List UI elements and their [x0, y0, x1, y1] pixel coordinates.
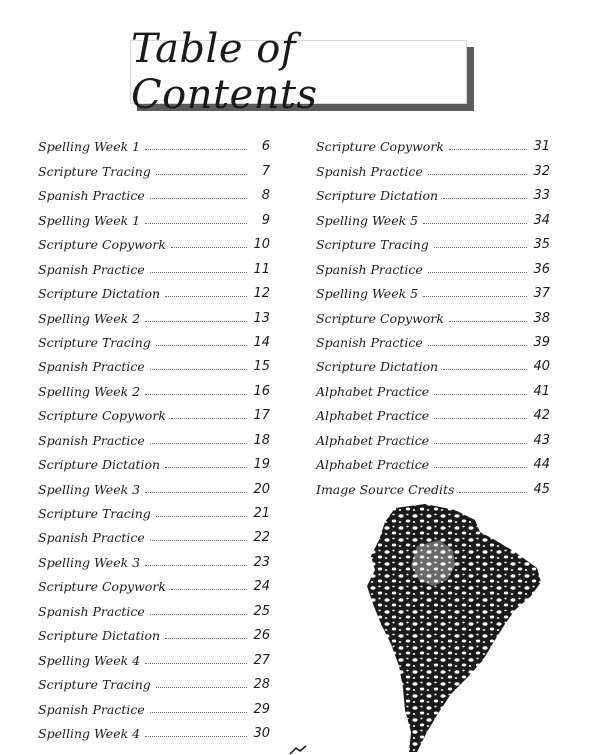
dot-leader: [150, 442, 247, 444]
toc-entry-label: Scripture Tracing: [316, 237, 429, 253]
toc-entry[interactable]: [316, 252, 550, 276]
toc-entry-page: 45: [533, 481, 550, 497]
toc-entry-page: 11: [253, 261, 270, 277]
toc-entry-page: 24: [253, 579, 270, 595]
toc-entry[interactable]: [38, 497, 270, 521]
dot-leader: [434, 393, 527, 395]
decorative-mark-icon: [288, 745, 308, 755]
toc-entry-label: Scripture Dictation: [316, 188, 439, 204]
toc-entry-page: 10: [253, 237, 270, 253]
toc-entry-label: Spelling Week 4: [38, 725, 141, 741]
toc-entry[interactable]: [38, 619, 270, 643]
dot-leader: [145, 735, 247, 737]
toc-entry[interactable]: [38, 277, 270, 301]
toc-entry-page: 23: [253, 554, 270, 570]
toc-entry-label: Scripture Copywork: [38, 237, 166, 253]
toc-entry-label: Scripture Copywork: [316, 139, 444, 155]
page-title: Table of Contents: [131, 26, 318, 118]
south-america-leopard-map-icon: [355, 500, 545, 755]
toc-column-left: [38, 130, 270, 741]
toc-entry-label: Spanish Practice: [316, 163, 423, 179]
dot-leader: [171, 417, 247, 419]
toc-entry-page: 8: [261, 188, 270, 204]
toc-entry-page: 19: [253, 457, 270, 473]
toc-entry[interactable]: [38, 203, 270, 227]
toc-entry-label: Alphabet Practice: [316, 383, 430, 399]
toc-column-right: [316, 130, 550, 497]
dot-leader: [145, 491, 247, 493]
toc-entry-page: 9: [261, 212, 270, 228]
toc-entry-page: 33: [533, 188, 550, 204]
dot-leader: [156, 344, 247, 346]
toc-entry-label: Spanish Practice: [38, 188, 145, 204]
dot-leader: [434, 442, 527, 444]
toc-entry[interactable]: [38, 179, 270, 203]
dot-leader: [428, 173, 527, 175]
toc-entry-page: 6: [261, 139, 270, 155]
toc-entry[interactable]: [316, 277, 550, 301]
toc-entry[interactable]: [38, 545, 270, 569]
toc-entry-label: Scripture Tracing: [38, 677, 151, 693]
dot-leader: [150, 711, 247, 713]
toc-entry[interactable]: [38, 521, 270, 545]
toc-entry-label: Scripture Tracing: [38, 506, 151, 521]
toc-entry[interactable]: [38, 374, 270, 398]
toc-entry[interactable]: [316, 399, 550, 423]
toc-entry-page: 42: [533, 408, 550, 424]
continent-shape: [367, 504, 541, 752]
dot-leader: [443, 197, 527, 199]
toc-entry-page: 30: [253, 725, 270, 741]
toc-entry-label: Scripture Tracing: [38, 334, 151, 350]
toc-entry-page: 40: [533, 359, 550, 375]
toc-entry[interactable]: [316, 130, 550, 154]
dot-leader: [449, 320, 527, 322]
dot-leader: [156, 173, 247, 175]
toc-entry[interactable]: [316, 228, 550, 252]
toc-entry-page: 37: [533, 286, 550, 302]
dot-leader: [434, 246, 527, 248]
dot-leader: [434, 466, 527, 468]
dot-leader: [165, 295, 247, 297]
toc-entry-label: Spelling Week 1: [38, 212, 141, 228]
toc-entry-page: 41: [533, 383, 550, 399]
toc-entry-label: Scripture Copywork: [38, 579, 166, 595]
dot-leader: [449, 148, 527, 150]
toc-entry-page: 18: [253, 432, 270, 448]
dot-leader: [443, 368, 527, 370]
dot-leader: [171, 588, 247, 590]
toc-entry-page: 32: [533, 163, 550, 179]
toc-entry-page: 39: [533, 334, 550, 350]
dot-leader: [423, 295, 527, 297]
toc-entry-page: 7: [261, 163, 270, 179]
toc-entry-label: Scripture Dictation: [38, 286, 161, 302]
dot-leader: [150, 539, 247, 541]
dot-leader: [165, 637, 247, 639]
toc-entry-page: 26: [253, 628, 270, 644]
toc-entry-page: 34: [533, 212, 550, 228]
toc-entry[interactable]: [38, 130, 270, 154]
toc-entry-label: Scripture Dictation: [38, 457, 161, 473]
dot-leader: [145, 662, 247, 664]
toc-entry[interactable]: [316, 448, 550, 472]
toc-entry-page: 35: [533, 237, 550, 253]
toc-entry[interactable]: [316, 203, 550, 227]
toc-entry-label: Scripture Tracing: [38, 163, 151, 179]
toc-entry[interactable]: [38, 154, 270, 178]
toc-entry-page: 15: [253, 359, 270, 375]
dot-leader: [145, 564, 247, 566]
dot-leader: [434, 417, 527, 419]
dot-leader: [171, 246, 247, 248]
toc-entry-page: 44: [533, 457, 550, 473]
toc-entry[interactable]: [316, 423, 550, 447]
dot-leader: [150, 368, 247, 370]
toc-entry-page: 43: [533, 432, 550, 448]
toc-entry-label: Spanish Practice: [38, 432, 145, 448]
toc-entry-label: Spelling Week 4: [38, 652, 141, 668]
dot-leader: [150, 271, 247, 273]
toc-entry[interactable]: [38, 594, 270, 618]
toc-entry[interactable]: [38, 448, 270, 472]
toc-entry-label: Spanish Practice: [316, 261, 423, 277]
toc-entry-page: 25: [253, 603, 270, 619]
toc-entry-label: Spelling Week 1: [38, 139, 141, 155]
dot-leader: [145, 393, 247, 395]
toc-entry[interactable]: [316, 374, 550, 398]
dot-leader: [145, 148, 247, 150]
toc-entry-page: 22: [253, 530, 270, 546]
dot-leader: [156, 515, 247, 517]
toc-entry-label: Spanish Practice: [38, 359, 145, 375]
toc-entry[interactable]: [38, 399, 270, 423]
toc-entry[interactable]: [316, 350, 550, 374]
dot-leader: [423, 222, 527, 224]
toc-entry-label: Spelling Week 2: [38, 383, 141, 399]
dot-leader: [145, 222, 247, 224]
toc-entry-label: Alphabet Practice: [316, 432, 430, 448]
toc-entry-page: 12: [253, 286, 270, 302]
toc-entry-label: Spelling Week 2: [38, 310, 141, 326]
toc-entry-page: 38: [533, 310, 550, 326]
toc-entry-label: Spanish Practice: [38, 530, 145, 546]
toc-entry-page: 31: [533, 139, 550, 155]
dot-leader: [150, 613, 247, 615]
toc-entry-label: Spanish Practice: [38, 701, 145, 717]
toc-entry[interactable]: [38, 717, 270, 741]
toc-entry-label: Scripture Dictation: [316, 359, 439, 375]
toc-entry-label: Spelling Week 3: [38, 554, 141, 570]
dot-leader: [145, 320, 247, 322]
toc-entry-page: 13: [253, 310, 270, 326]
toc-entry-page: 28: [253, 677, 270, 693]
toc-entry[interactable]: [38, 228, 270, 252]
toc-entry-label: Scripture Copywork: [316, 310, 444, 326]
toc-entry-label: Scripture Dictation: [38, 628, 161, 644]
toc-entry-page: 17: [253, 408, 270, 424]
toc-entry[interactable]: [316, 154, 550, 178]
toc-entry[interactable]: [38, 668, 270, 692]
toc-entry[interactable]: [38, 472, 270, 496]
title-box: [130, 26, 467, 118]
toc-entry-label: Spanish Practice: [38, 261, 145, 277]
dot-leader: [459, 491, 527, 493]
toc-entry-label: Spanish Practice: [38, 603, 145, 619]
toc-entry-label: Alphabet Practice: [316, 457, 430, 473]
toc-entry-page: 21: [253, 506, 270, 521]
toc-entry-page: 20: [253, 481, 270, 497]
toc-entry[interactable]: [38, 301, 270, 325]
toc-entry-label: Alphabet Practice: [316, 408, 430, 424]
dot-leader: [428, 344, 527, 346]
toc-entry-label: Spanish Practice: [316, 334, 423, 350]
toc-entry[interactable]: [38, 252, 270, 276]
toc-entry-label: Scripture Copywork: [38, 408, 166, 424]
toc-entry[interactable]: [38, 570, 270, 594]
toc-entry[interactable]: [38, 423, 270, 447]
toc-entry[interactable]: [316, 301, 550, 325]
toc-entry-label: Spelling Week 5: [316, 286, 419, 302]
toc-entry-page: 16: [253, 383, 270, 399]
dot-leader: [150, 197, 247, 199]
toc-entry[interactable]: [316, 472, 550, 496]
dot-leader: [165, 466, 247, 468]
toc-entry[interactable]: [38, 326, 270, 350]
toc-entry[interactable]: [316, 179, 550, 203]
toc-entry[interactable]: [38, 692, 270, 716]
toc-entry[interactable]: [38, 643, 270, 667]
toc-entry-page: 27: [253, 652, 270, 668]
toc-entry-page: 14: [253, 334, 270, 350]
toc-entry[interactable]: [38, 350, 270, 374]
dot-leader: [428, 271, 527, 273]
dot-leader: [156, 686, 247, 688]
toc-entry-label: Spelling Week 5: [316, 212, 419, 228]
toc-entry-label: Image Source Credits: [316, 481, 455, 497]
toc-entry-page: 36: [533, 261, 550, 277]
toc-entry-label: Spelling Week 3: [38, 481, 141, 497]
toc-entry[interactable]: [316, 326, 550, 350]
toc-entry-page: 29: [253, 701, 270, 717]
